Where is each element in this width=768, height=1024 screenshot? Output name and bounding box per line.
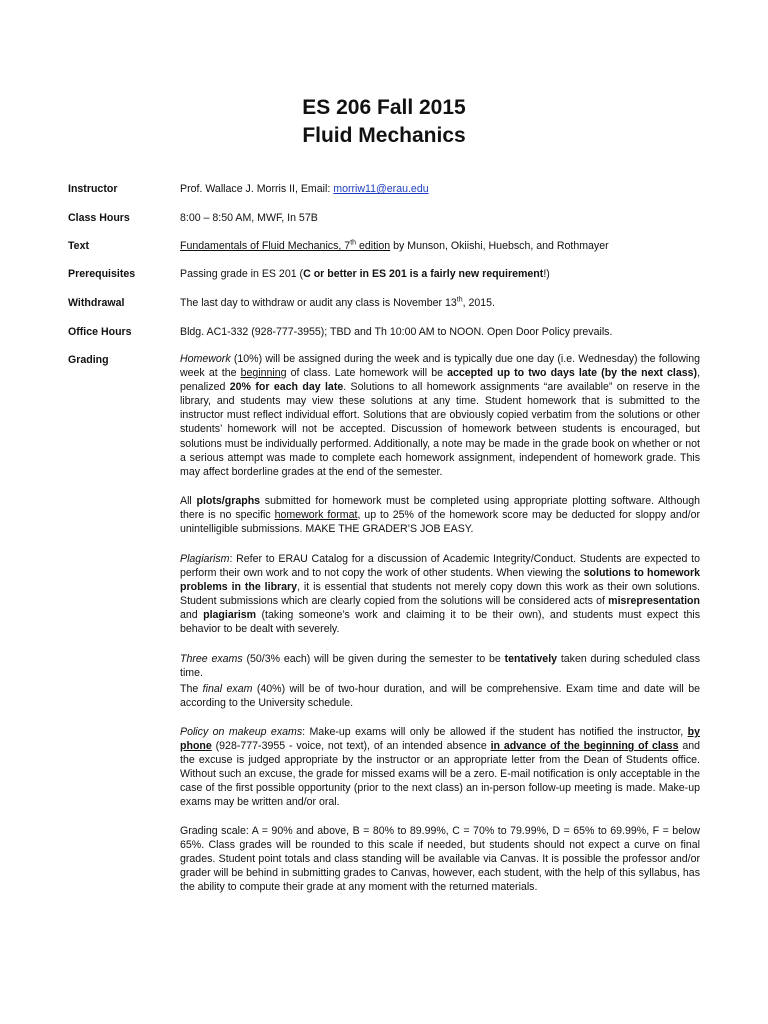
prerequisites-label: Prerequisites [68, 268, 136, 280]
withdrawal-value: The last day to withdraw or audit any class is November 13th, 2015. [180, 296, 495, 309]
makeup-policy-paragraph: Policy on makeup exams: Make-up exams will only be allowed if the student has notified the instructor, by phone (928-777-3955 - voice, not text), of an intended absence in advance of the beginning of class and the excuse is judged appropriate by the instructor or an appropriate letter from the Dean of Students office. Without such an excuse, the grade for missed exams will be a zero. E-mail notification is only acceptable in the case of the first possible opportunity (prior to the next class) an in-person follow-up meeting is made. Make-up exams may be written and/or oral. [180, 726, 700, 809]
text-value [180, 240, 700, 253]
text-label: Text [68, 240, 89, 252]
prerequisites-value: Passing grade in ES 201 (C or better in ES 201 is a fairly new requirement!) [180, 268, 550, 280]
course-title: ES 206 Fall 2015 [302, 96, 466, 119]
instructor-email-link[interactable]: morriw11@erau.edu [333, 183, 429, 195]
plagiarism-paragraph: Plagiarism: Refer to ERAU Catalog for a discussion of Academic Integrity/Conduct. Students are expected to perform their own work and to not copy the work of other students. When viewing the solutions to homework problems in the library, it is essential that students not merely copy down this work as their own solutions. Student submissions which are clearly copied from the solutions will be considered acts of misrepresentation and plagiarism (taking someone’s work and claiming it to be their own), and students must expect this behavior to be dealt with severely. [180, 553, 700, 636]
instructor-value [180, 183, 700, 196]
homework-paragraph: Homework (10%) will be assigned during the week and is typically due one day (i.e. Wednesday) the following week at the beginning of class. Late homework will be accepted up to two days late (by the next class), penalized 20% for each day late. Solutions to all homework assignments “are available” on reserve in the library, and students may view these solutions at any time. Student homework that is submitted to the instructor must reflect individual effort. Solutions that are obviously copied verbatim from the solutions or other students’ homework will not be accepted. Discussion of homework between students is encouraged, but solutions must be individually performed. Additionally, a note may be made in the grade book on whether or not a serious attempt was made to complete each homework assignment, independent of homework grade. This may affect borderline grades at the end of the semester. [180, 353, 701, 478]
instructor-label: Instructor [68, 183, 118, 195]
class-hours-value: 8:00 – 8:50 AM, MWF, In 57B [180, 212, 318, 224]
textbook-authors: by Munson, Okiishi, Huebsch, and Rothmayer [390, 240, 609, 252]
instructor-name: Prof. Wallace J. Morris II, Email: [180, 183, 334, 195]
grading-scale-paragraph: Grading scale: A = 90% and above, B = 80% to 89.99%, C = 70% to 79.99%, D = 65% to 69.99%, F = below 65%. Class grades will be rounded to this scale if needed, but students should not expect a curve on final grades. Student point totals and class standing will be available via Canvas. It is possible the professor and/or grader will be behind in submitting grades to Canvas, however, each student, with the help of this syllabus, has the ability to compute their grade at any moment with the returned materials. [180, 825, 700, 894]
grading-label: Grading [68, 354, 109, 366]
plots-paragraph: All plots/graphs submitted for homework must be completed using appropriate plotting software. Although there is no specific homework format, up to 25% of the homework score may be deducted for sloppy and/or unintelligible submissions. MAKE THE GRADER’S JOB EASY. [180, 495, 701, 536]
course-subject: Fluid Mechanics [302, 124, 466, 147]
office-hours-value: Bldg. AC1-332 (928-777-3955); TBD and Th 10:00 AM to NOON. Open Door Policy prevails. [180, 326, 613, 338]
exams-paragraph: Three exams (50/3% each) will be given during the semester to be tentatively taken during scheduled class time. [180, 653, 700, 680]
textbook-title: Fundamentals of Fluid Mechanics, 7th edition [180, 239, 391, 252]
withdrawal-label: Withdrawal [68, 297, 125, 309]
class-hours-label: Class Hours [68, 212, 130, 224]
office-hours-label: Office Hours [68, 326, 132, 338]
final-exam-paragraph: The final exam (40%) will be of two-hour duration, and will be comprehensive. Exam time and date will be according to the University schedule. [180, 683, 700, 710]
